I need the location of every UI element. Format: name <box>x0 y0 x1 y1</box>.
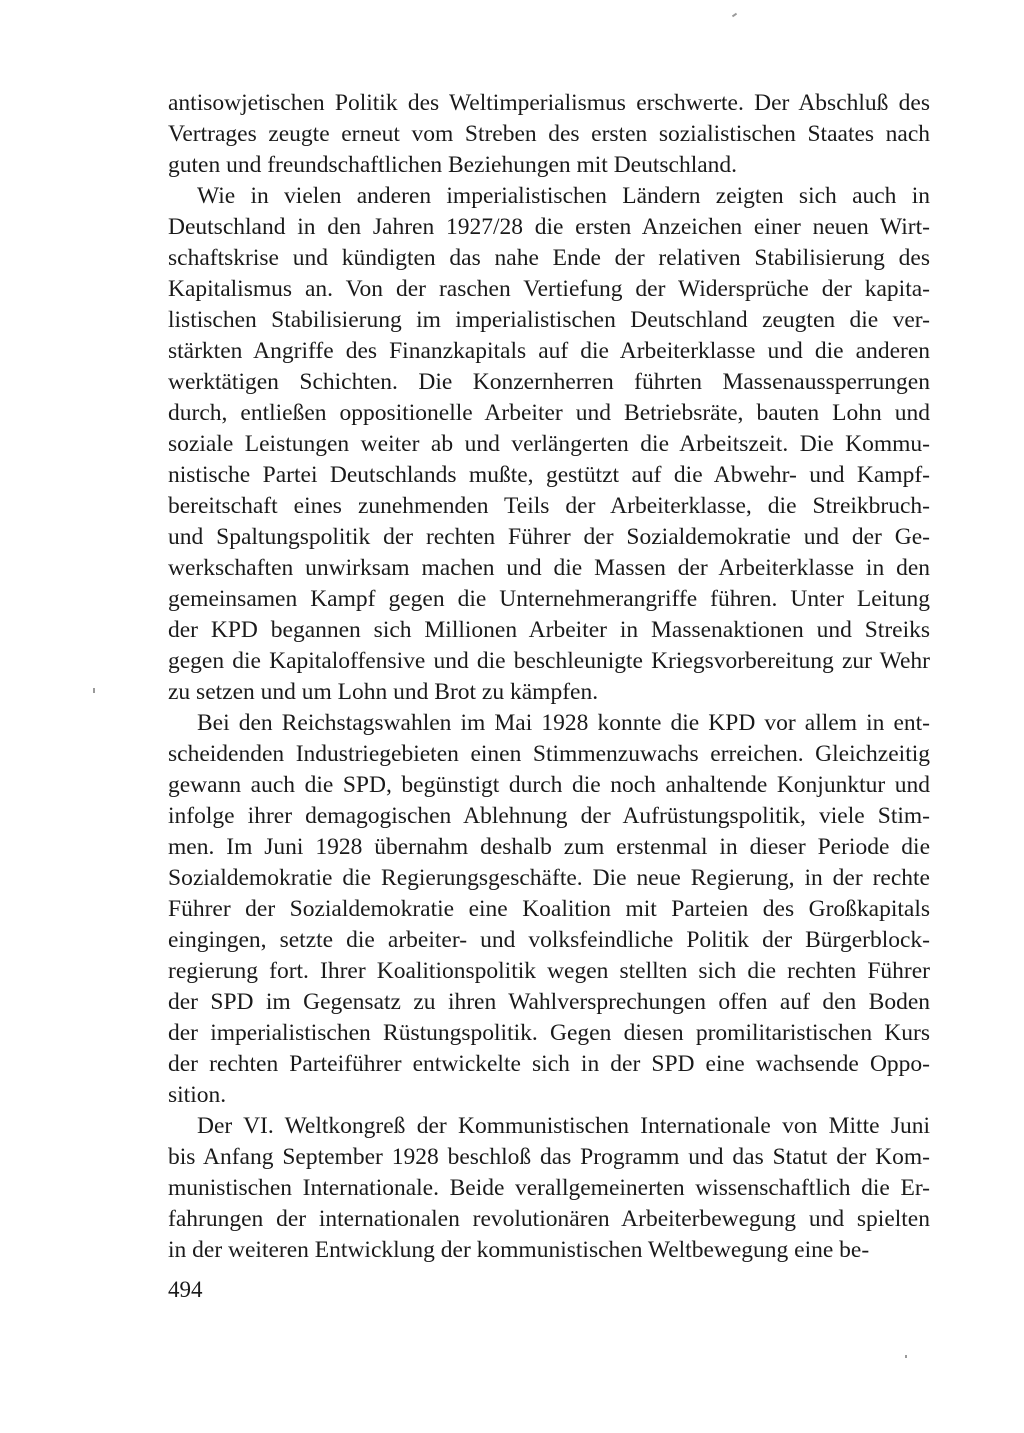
scan-speck <box>905 1355 907 1358</box>
text-line: werkschaften unwirksam machen und die Massen der Arbeiterklasse in den <box>168 555 930 581</box>
text-line: infolge ihrer demagogischen Ablehnung der Aufrüstungspolitik, viele Stim- <box>168 803 930 829</box>
text-line: zu setzen und um Lohn und Brot zu kämpfen. <box>168 679 599 705</box>
paragraph <box>168 88 930 181</box>
text-line: gemeinsamen Kampf gegen die Unternehmerangriffe führen. Unter Leitung <box>168 586 930 612</box>
text-line: der rechten Parteiführer entwickelte sich in der SPD eine wachsende Oppo- <box>168 1051 930 1077</box>
text-line: nistische Partei Deutschlands mußte, gestützt auf die Abwehr- und Kampf- <box>168 462 930 488</box>
text-line: antisowjetischen Politik des Weltimperialismus erschwerte. Der Abschluß des <box>168 90 930 116</box>
text-line: men. Im Juni 1928 übernahm deshalb zum erstenmal in dieser Periode die <box>168 834 930 860</box>
text-line: gegen die Kapitaloffensive und die beschleunigte Kriegsvorbereitung zur Wehr <box>168 648 930 674</box>
paragraph <box>168 708 930 1111</box>
text-line: fahrungen der internationalen revolutionären Arbeiterbewegung und spielten <box>168 1206 930 1232</box>
text-line: Der VI. Weltkongreß der Kommunistischen Internationale von Mitte Juni <box>197 1113 930 1139</box>
text-line: scheidenden Industriegebieten einen Stimmenzuwachs erreichen. Gleichzeitig <box>168 741 930 767</box>
text-line: stärkten Angriffe des Finanzkapitals auf die Arbeiterklasse und die anderen <box>168 338 930 364</box>
text-line: munistischen Internationale. Beide verallgemeinerten wissenschaftlich die Er- <box>168 1175 930 1201</box>
text-line: soziale Leistungen weiter ab und verlängerten die Arbeitszeit. Die Kommu- <box>168 431 930 457</box>
text-line: gewann auch die SPD, begünstigt durch die noch anhaltende Konjunktur und <box>168 772 930 798</box>
text-line: guten und freundschaftlichen Beziehungen mit Deutschland. <box>168 152 738 178</box>
text-line: eingingen, setzte die arbeiter- und volksfeindliche Politik der Bürgerblock- <box>168 927 930 953</box>
text-line: der SPD im Gegensatz zu ihren Wahlversprechungen offen auf den Boden <box>168 989 930 1015</box>
text-line: und Spaltungspolitik der rechten Führer der Sozialdemokratie und der Ge- <box>168 524 930 550</box>
text-line: Sozialdemokratie die Regierungsgeschäfte. Die neue Regierung, in der rechte <box>168 865 930 891</box>
text-line: Wie in vielen anderen imperialistischen Ländern zeigten sich auch in <box>197 183 930 209</box>
text-line: regierung fort. Ihrer Koalitionspolitik wegen stellten sich die rechten Führer <box>168 958 930 984</box>
paragraph <box>168 181 930 708</box>
text-line: Vertrages zeugte erneut vom Streben des ersten sozialistischen Staates nach <box>168 121 930 147</box>
text-line: werktätigen Schichten. Die Konzernherren führten Massenaussperrungen <box>168 369 930 395</box>
text-line: listischen Stabilisierung im imperialistischen Deutschland zeugten die ver- <box>168 307 930 333</box>
text-line: der imperialistischen Rüstungspolitik. Gegen diesen promilitaristischen Kurs <box>168 1020 930 1046</box>
paragraph <box>168 1111 930 1266</box>
text-line: Bei den Reichstagswahlen im Mai 1928 konnte die KPD vor allem in ent- <box>197 710 930 736</box>
text-line: Führer der Sozialdemokratie eine Koalition mit Parteien des Großkapitals <box>168 896 930 922</box>
text-line: bis Anfang September 1928 beschloß das Programm und das Statut der Kom- <box>168 1144 930 1170</box>
text-line: Kapitalismus an. Von der raschen Vertiefung der Widersprüche der kapita- <box>168 276 930 302</box>
text-line: durch, entließen oppositionelle Arbeiter und Betriebsräte, bauten Lohn und <box>168 400 930 426</box>
text-line: Deutschland in den Jahren 1927/28 die ersten Anzeichen einer neuen Wirt- <box>168 214 930 240</box>
text-line: in der weiteren Entwicklung der kommunistischen Weltbewegung eine be- <box>168 1237 870 1263</box>
scan-speck <box>732 13 737 18</box>
text-line: sition. <box>168 1082 227 1108</box>
text-line: schaftskrise und kündigten das nahe Ende der relativen Stabilisierung des <box>168 245 930 271</box>
text-line: bereitschaft eines zunehmenden Teils der Arbeiterklasse, die Streikbruch- <box>168 493 930 519</box>
page-number: 494 <box>168 1277 203 1302</box>
body-text <box>168 88 930 1266</box>
scan-speck <box>93 688 95 693</box>
text-line: der KPD begannen sich Millionen Arbeiter in Massenaktionen und Streiks <box>168 617 930 643</box>
